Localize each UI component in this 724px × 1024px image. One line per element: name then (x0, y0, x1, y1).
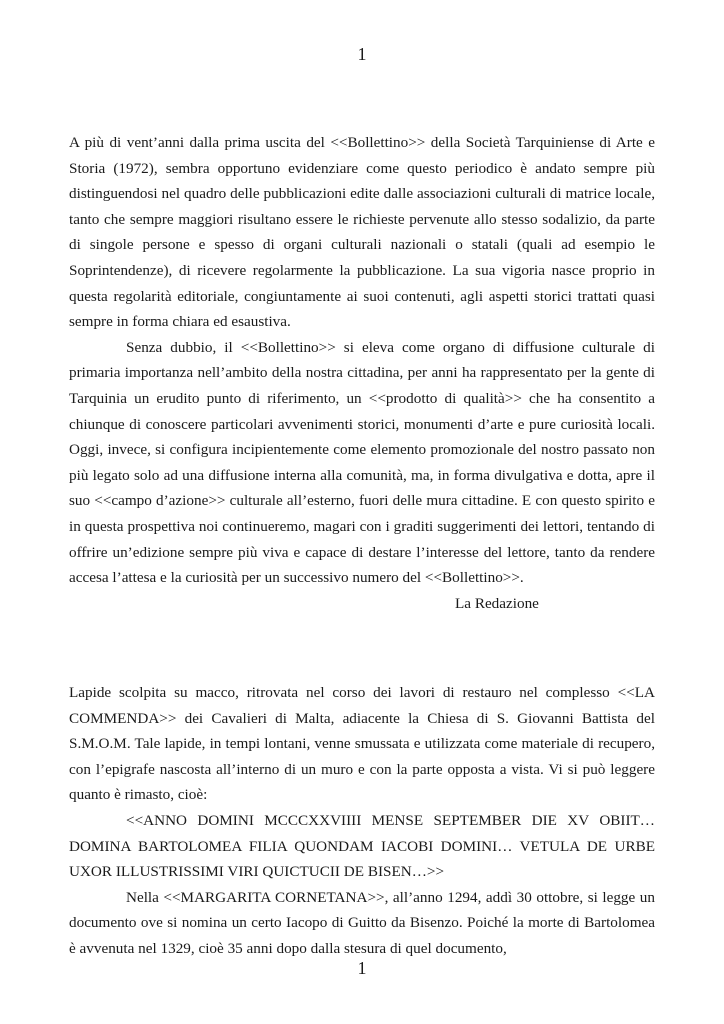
page-number-bottom: 1 (357, 958, 367, 978)
lapide-paragraph-1: Lapide scolpita su macco, ritrovata nel corso dei lavori di restauro nel complesso <<LA COMMENDA>> dei Cavalieri di Malta, adiacente la Chiesa di S. Giovanni Battista del S.M.O.M. Tale lapide, in tempi lontani, venne smussata e utilizzata come materiale di recupero, con l’epigrafe nascosta all’interno di un muro e con la parte opposta a vista. Vi si può leggere quanto è rimasto, cioè: (69, 684, 655, 804)
lapide-paragraph-2: Nella <<MARGARITA CORNETANA>>, all’anno 1294, addì 30 ottobre, si legge un documento ove si nomina un certo Iacopo di Guitto da Bisenzo. Poiché la morte di Bartolomea è avvenuta nel 1329, cioè 35 anni dopo dalla stesura di quel documento, (69, 888, 655, 957)
lapide-inscription: <<ANNO DOMINI MCCCXXVIIII MENSE SEPTEMBER DIE XV OBIIT… DOMINA BARTOLOMEA FILIA QUONDAM IACOBI DOMINI… VETULA DE URBE UXOR ILLUSTRISSIMI VIRI QUICTUCII DE BISEN…>> (69, 811, 655, 881)
editorial-paragraph-2: Senza dubbio, il <<Bollettino>> si eleva come organo di diffusione culturale di primaria importanza nell’ambito della nostra cittadina, per anni ha rappresentato per la gente di Tarquinia un erudito punto di riferimento, un <<prodotto di qualità>> che ha consentito a chiunque di conoscere particolari avvenimenti storici, monumenti d’arte e pure curiosità locali. Oggi, invece, si configura incipientemente come elemento promozionale del nostro passato non più legato solo ad una diffusione interna alla comunità, ma, in forma divulgativa e dotta, apre il suo <<campo d’azione>> culturale all’esterno, fuori delle mura cittadine. E con questo spirito e in questa prospettiva noi continueremo, magari con i graditi suggerimenti dei lettori, tentando di offrire un’edizione sempre più viva e capace di destare l’interesse del lettore, tanto da rendere accesa l’attesa e la curiosità per un successivo numero del <<Bollettino>>. (69, 338, 655, 587)
editorial-paragraph-1: A più di vent’anni dalla prima uscita del <<Bollettino>> della Società Tarquiniense di Arte e Storia (1972), sembra opportuno evidenziare come questo periodico è andato sempre più distinguendosi nel quadro delle pubblicazioni edite dalle associazioni culturali di matrice locale, tanto che sempre maggiori risultano essere le richieste pervenute allo stesso sodalizio, da parte di singole persone e spesso di organi culturali nazionali o statali (quali ad esempio le Soprintendenze), di ricevere regolarmente la pubblicazione. La sua vigoria nasce proprio in questa regolarità editoriale, congiuntamente ai suoi contenuti, agli aspetti storici trattati quasi sempre in forma chiara ed esaustiva. (69, 134, 655, 331)
editorial-section (69, 130, 655, 616)
page-number-top: 1 (357, 44, 367, 64)
editorial-signature: La Redazione (455, 594, 539, 612)
lapide-section (69, 680, 655, 962)
